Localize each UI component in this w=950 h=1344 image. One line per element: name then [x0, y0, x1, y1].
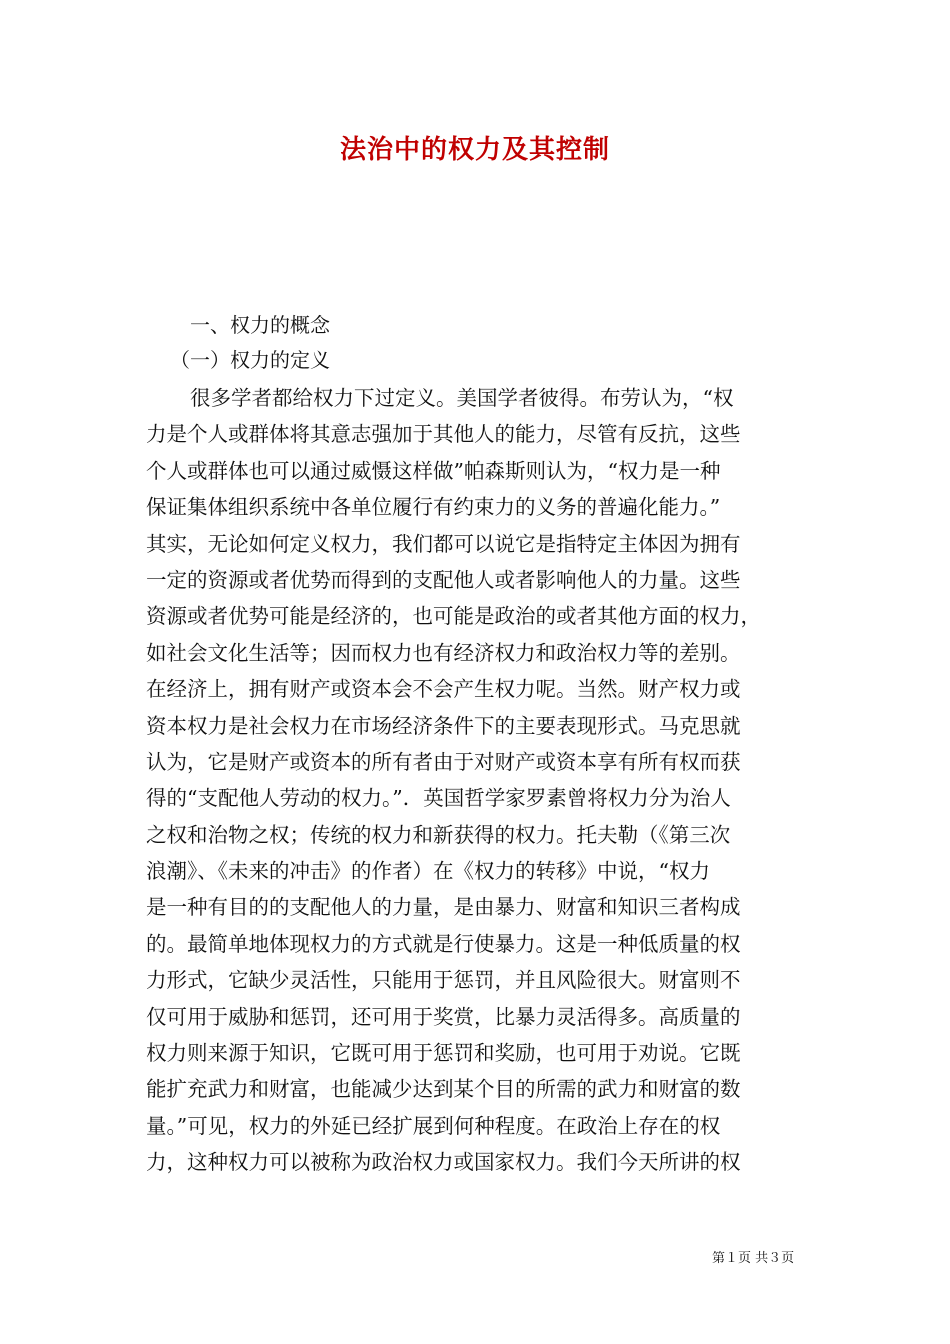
body-line: 认为，它是财产或资本的所有者由于对财产或资本享有所有权而获: [146, 749, 741, 774]
body-line: 如社会文化生活等；因而权力也有经济权力和政治权力等的差别。: [146, 640, 741, 665]
subsection-heading: （一）权力的定义: [170, 348, 330, 372]
body-line: 是一种有目的的支配他人的力量，是由暴力、财富和知识三者构成: [146, 895, 741, 920]
body-line: 力是个人或群体将其意志强加于其他人的能力，尽管有反抗，这些: [146, 422, 741, 447]
body-line: 量。”可见，权力的外延已经扩展到何种程度。在政治上存在的权: [146, 1113, 721, 1138]
body-line: 力形式，它缺少灵活性，只能用于惩罚，并且风险很大。财富则不: [146, 968, 741, 993]
body-line: 能扩充武力和财富，也能减少达到某个目的所需的武力和财富的数: [146, 1077, 741, 1102]
body-line: 的。最简单地体现权力的方式就是行使暴力。这是一种低质量的权: [146, 931, 741, 956]
body-line: 资源或者优势可能是经济的，也可能是政治的或者其他方面的权力，: [146, 604, 761, 629]
body-line: 之权和治物之权；传统的权力和新获得的权力。托夫勒（《第三次: [146, 822, 731, 847]
document-title: 法治中的权力及其控制: [339, 135, 610, 165]
body-line: 很多学者都给权力下过定义。美国学者彼得。布劳认为，“权: [190, 386, 734, 410]
body-text: [146, 380, 806, 1181]
body-line: 得的“支配他人劳动的权力。”．英国哲学家罗素曾将权力分为治人: [146, 786, 731, 811]
body-line: 其实，无论如何定义权力，我们都可以说它是指特定主体因为拥有: [146, 531, 741, 556]
section-heading: 一、权力的概念: [190, 313, 330, 337]
body-line: 资本权力是社会权力在市场经济条件下的主要表现形式。马克思就: [146, 713, 741, 738]
body-line: 在经济上，拥有财产或资本会不会产生权力呢。当然。财产权力或: [146, 677, 741, 702]
body-line: 保证集体组织系统中各单位履行有约束力的义务的普遍化能力。”: [146, 495, 721, 520]
body-line: 仅可用于威胁和惩罚，还可用于奖赏，比暴力灵活得多。高质量的: [146, 1004, 741, 1029]
body-line: 个人或群体也可以通过威慑这样做”帕森斯则认为，“权力是一种: [146, 458, 721, 483]
body-line: 浪潮》、《未来的冲击》的作者）在《权力的转移》中说，“权力: [146, 859, 710, 884]
body-line: 权力则来源于知识，它既可用于惩罚和奖励，也可用于劝说。它既: [146, 1041, 741, 1066]
body-line: 力，这种权力可以被称为政治权力或国家权力。我们今天所讲的权: [146, 1150, 741, 1175]
page-footer: 第１页 共３页: [712, 1251, 795, 1266]
body-line: 一定的资源或者优势而得到的支配他人或者影响他人的力量。这些: [146, 567, 741, 592]
